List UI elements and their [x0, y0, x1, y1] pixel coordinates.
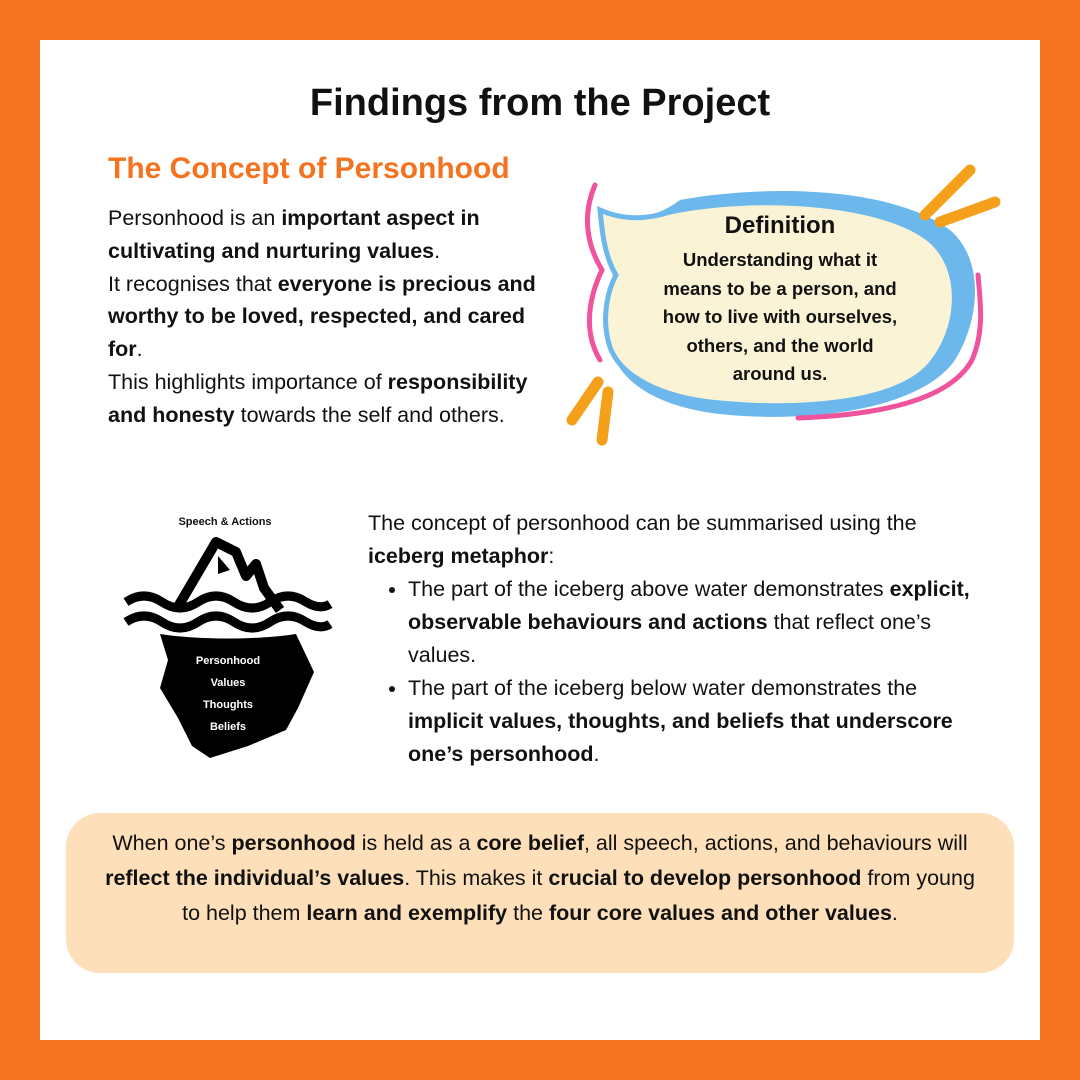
intro-emphasis: everyone is precious and worthy to be loved, respected, and cared for	[108, 271, 536, 362]
iceberg-metaphor-text	[368, 507, 978, 771]
callout-text: When one’s	[112, 831, 232, 855]
metaphor-bullet-list	[368, 573, 978, 771]
callout-text: .	[891, 901, 898, 925]
page-title: Findings from the Project	[309, 82, 771, 124]
definition-body	[630, 246, 930, 389]
summary-callout-text	[100, 826, 980, 931]
definition-line: around us.	[732, 363, 828, 384]
callout-text: the	[507, 901, 549, 925]
list-item	[408, 573, 978, 672]
intro-text: .	[136, 337, 143, 362]
metaphor-emphasis: implicit values, thoughts, and beliefs that underscore one’s personhood	[408, 709, 953, 766]
metaphor-text: The concept of personhood can be summarised using the	[368, 511, 917, 535]
callout-emphasis: learn and exemplify	[306, 901, 508, 925]
intro-text: .	[434, 238, 441, 263]
metaphor-intro	[368, 507, 978, 573]
iceberg-label: Thoughts	[202, 699, 254, 711]
definition-title: Definition	[724, 212, 836, 239]
metaphor-text: that reflect one’s values.	[408, 610, 931, 667]
iceberg-bottom-labels	[168, 650, 288, 738]
callout-emphasis: four core values and other values	[548, 901, 892, 925]
intro-text: This highlights importance of	[108, 369, 388, 394]
intro-text: towards the self and others.	[234, 402, 505, 427]
metaphor-text: .	[593, 742, 600, 766]
intro-emphasis: important aspect in cultivating and nurturing values	[108, 206, 480, 263]
definition-line: Understanding what it	[682, 249, 878, 270]
definition-line: how to live with ourselves,	[662, 306, 898, 327]
callout-emphasis: core belief	[476, 831, 584, 855]
metaphor-emphasis: iceberg metaphor	[368, 544, 549, 568]
definition-line: means to be a person, and	[663, 277, 897, 299]
callout-text: . This makes it	[404, 866, 549, 890]
list-item	[408, 672, 978, 771]
iceberg-label: Personhood	[195, 655, 261, 667]
intro-paragraph	[108, 202, 548, 432]
callout-text: , all speech, actions, and behaviours will	[583, 831, 968, 855]
iceberg-label: Values	[210, 677, 246, 689]
intro-text: It recognises that	[108, 271, 278, 296]
metaphor-text: :	[548, 544, 555, 568]
metaphor-emphasis: explicit, observable behaviours and actions	[408, 577, 970, 634]
metaphor-text: The part of the iceberg above water demonstrates	[408, 577, 890, 601]
callout-text: is held as a	[355, 831, 477, 855]
callout-emphasis: personhood	[231, 831, 356, 855]
intro-text: Personhood is an	[108, 206, 282, 230]
section-heading: The Concept of Personhood	[108, 152, 510, 185]
metaphor-text: The part of the iceberg below water demonstrates the	[408, 676, 918, 700]
definition-line: others, and the world	[686, 334, 874, 356]
iceberg-top-label: Speech & Actions	[178, 516, 272, 528]
intro-emphasis: responsibility and honesty	[108, 369, 528, 427]
definition-content	[630, 212, 930, 389]
iceberg-label: Beliefs	[209, 721, 247, 733]
callout-emphasis: reflect the individual’s values	[105, 866, 405, 890]
callout-text: from young to help them	[182, 866, 975, 925]
callout-emphasis: crucial to develop personhood	[548, 866, 862, 890]
